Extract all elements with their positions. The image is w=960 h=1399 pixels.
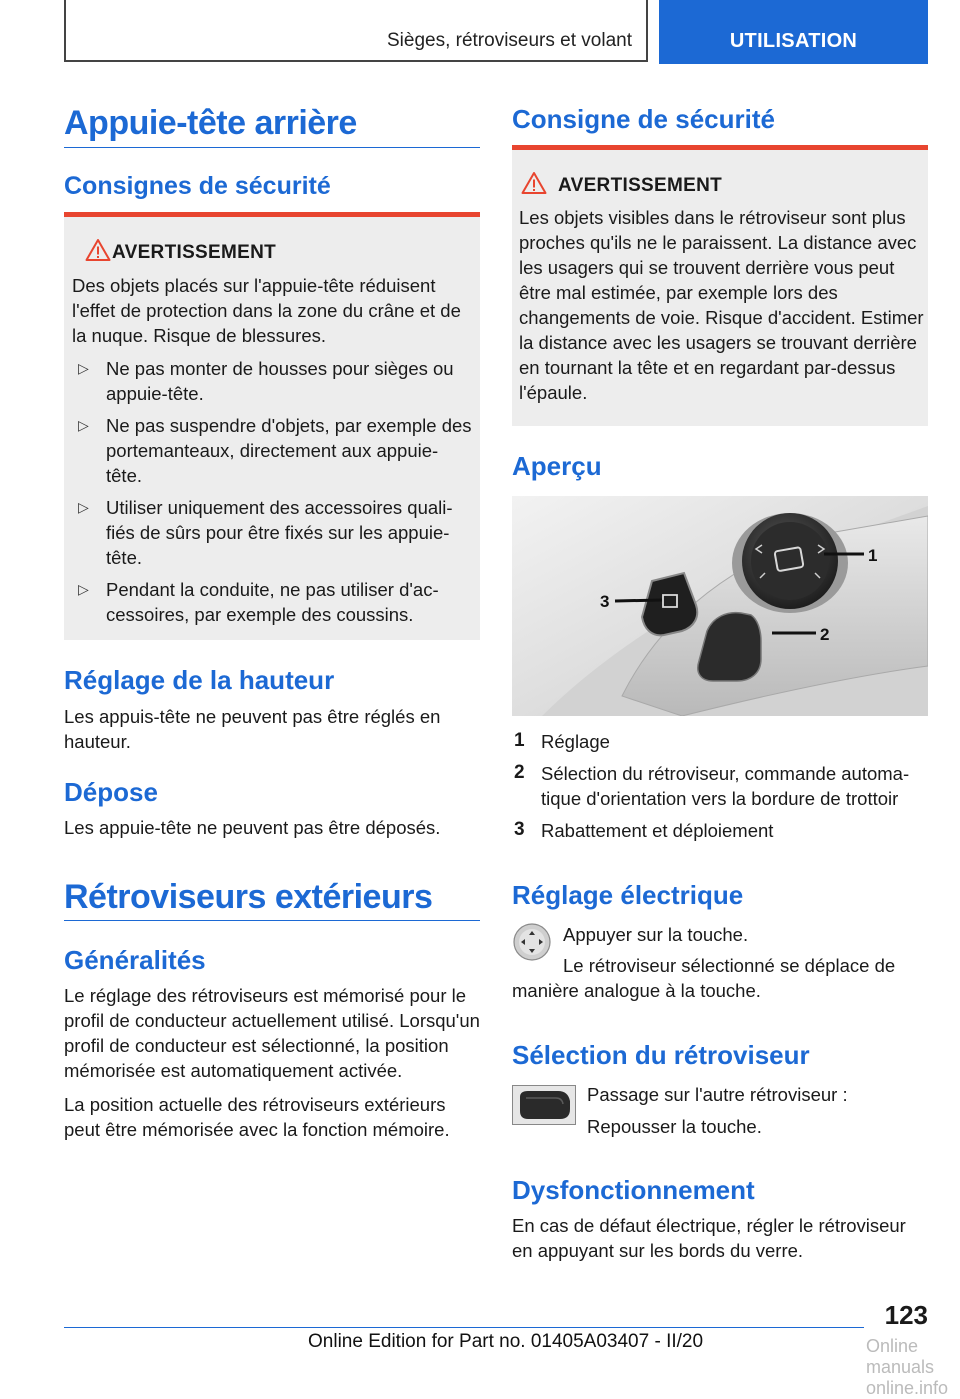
warning-triangle-icon bbox=[521, 171, 547, 195]
bullet-marker: ▷ bbox=[78, 417, 89, 433]
malfunction-text: En cas de défaut électrique, régler le rétroviseur en appuyant sur les bords du verre. bbox=[512, 1215, 906, 1261]
mirror-control-illustration bbox=[512, 496, 928, 716]
section-title-mirrors: Rétroviseurs extérieurs bbox=[64, 878, 433, 916]
electric-text: Appuyer sur la touche. bbox=[563, 924, 749, 945]
warning-bullet: Ne pas monter de housses pour sièges ou appuie-tête. bbox=[106, 358, 454, 404]
removal-heading: Dépose bbox=[64, 777, 158, 807]
warning-triangle-icon bbox=[85, 238, 111, 262]
chapter-tab-label: UTILISATION bbox=[729, 30, 858, 52]
legend-text: Rabattement et déploiement bbox=[541, 820, 774, 841]
warning-text: Les objets visibles dans le rétroviseur sont plus proches qu'ils ne le paraissent. La distance avec les usagers qui se trouvent derrière vous peut être mal estimée, par exemple lors des changements de voie. Risque d'accident. Estimer la distance avec les usagers se trouvant derrière en tournant la tête et en regardant par-dessus l'épaule. bbox=[519, 207, 924, 403]
removal-text: Les appuie-tête ne peuvent pas être déposés. bbox=[64, 817, 441, 838]
footer-edition: Online Edition for Part no. 01405A03407 - II/20 bbox=[308, 1331, 704, 1352]
page-header bbox=[64, 0, 928, 64]
bullet-marker: ▷ bbox=[78, 360, 89, 376]
warning-bar bbox=[64, 212, 480, 217]
selection-text: Passage sur l'autre rétroviseur : bbox=[587, 1084, 848, 1105]
warning-bar bbox=[512, 145, 928, 150]
warning-bullet: Utiliser uniquement des accessoires qualifiés de sûrs pour être fixés sur les appuie-tête. bbox=[106, 497, 453, 568]
general-text: Le réglage des rétroviseurs est mémorisé pour le profil de conducteur actuellement utilisé. Lorsqu'un profil de conducteur est sélectionné, la position mémorisée est automatiquement activée. bbox=[64, 985, 480, 1081]
overview-heading: Aperçu bbox=[512, 451, 602, 481]
warning-bullet: Ne pas suspendre d'objets, par exemple des portemanteaux, directement aux appuie-tête. bbox=[106, 415, 472, 486]
height-text: Les appuis-tête ne peuvent pas être réglés en hauteur. bbox=[64, 706, 441, 752]
general-text-2: La position actuelle des rétroviseurs extérieurs peut être mémorisée avec la fonction mémoire. bbox=[64, 1094, 450, 1140]
watermark: Online manuals online.info bbox=[866, 1336, 949, 1398]
callout-label: 3 bbox=[600, 592, 610, 611]
warning-box bbox=[512, 145, 928, 426]
selection-text-2: Repousser la touche. bbox=[587, 1116, 762, 1137]
mirror-selector-switch-icon bbox=[512, 1085, 576, 1125]
electric-heading: Réglage électrique bbox=[512, 880, 744, 910]
section-title-headrest: Appuie-tête arrière bbox=[64, 104, 357, 142]
general-heading: Généralités bbox=[64, 945, 206, 975]
legend-text: Sélection du rétroviseur, commande automatique d'orientation vers la bordure de trottoir bbox=[541, 763, 910, 809]
legend-number: 2 bbox=[514, 762, 525, 783]
warning-title: AVERTISSEMENT bbox=[558, 175, 723, 196]
safety-heading: Consigne de sécurité bbox=[512, 104, 775, 134]
chapter-tab[interactable] bbox=[659, 0, 928, 64]
warning-title: AVERTISSEMENT bbox=[112, 242, 277, 263]
legend-text: Réglage bbox=[541, 731, 610, 752]
selection-heading: Sélection du rétroviseur bbox=[512, 1040, 810, 1070]
electric-text-2: Le rétroviseur sélectionné se déplace de manière analogue à la touche. bbox=[512, 955, 896, 1001]
warning-text: Des objets placés sur l'appuie-tête réduisent l'effet de protection dans la zone du crâne et de la nuque. Risque de blessures. bbox=[72, 275, 461, 346]
legend-item bbox=[512, 729, 928, 755]
bullet-marker: ▷ bbox=[78, 499, 89, 515]
warning-box bbox=[64, 212, 480, 640]
legend-item bbox=[512, 818, 928, 844]
section-title: Sièges, rétroviseurs et volant bbox=[386, 30, 632, 51]
footer-rule bbox=[64, 1327, 864, 1328]
title-rule bbox=[64, 147, 480, 148]
malfunction-heading: Dysfonctionnement bbox=[512, 1175, 755, 1205]
section-header bbox=[64, 0, 648, 62]
legend-number: 1 bbox=[514, 730, 525, 751]
title-rule bbox=[64, 920, 480, 921]
height-heading: Réglage de la hauteur bbox=[64, 665, 335, 695]
safety-heading: Consignes de sécurité bbox=[64, 172, 331, 200]
warning-bullet: Pendant la conduite, ne pas utiliser d'accessoires, par exemple des coussins. bbox=[106, 579, 439, 625]
legend-item bbox=[512, 761, 928, 813]
callout-label: 2 bbox=[820, 625, 830, 644]
callout-label: 1 bbox=[868, 546, 878, 565]
legend-number: 3 bbox=[514, 819, 525, 840]
bullet-marker: ▷ bbox=[78, 581, 89, 597]
page-number: 123 bbox=[884, 1300, 928, 1330]
